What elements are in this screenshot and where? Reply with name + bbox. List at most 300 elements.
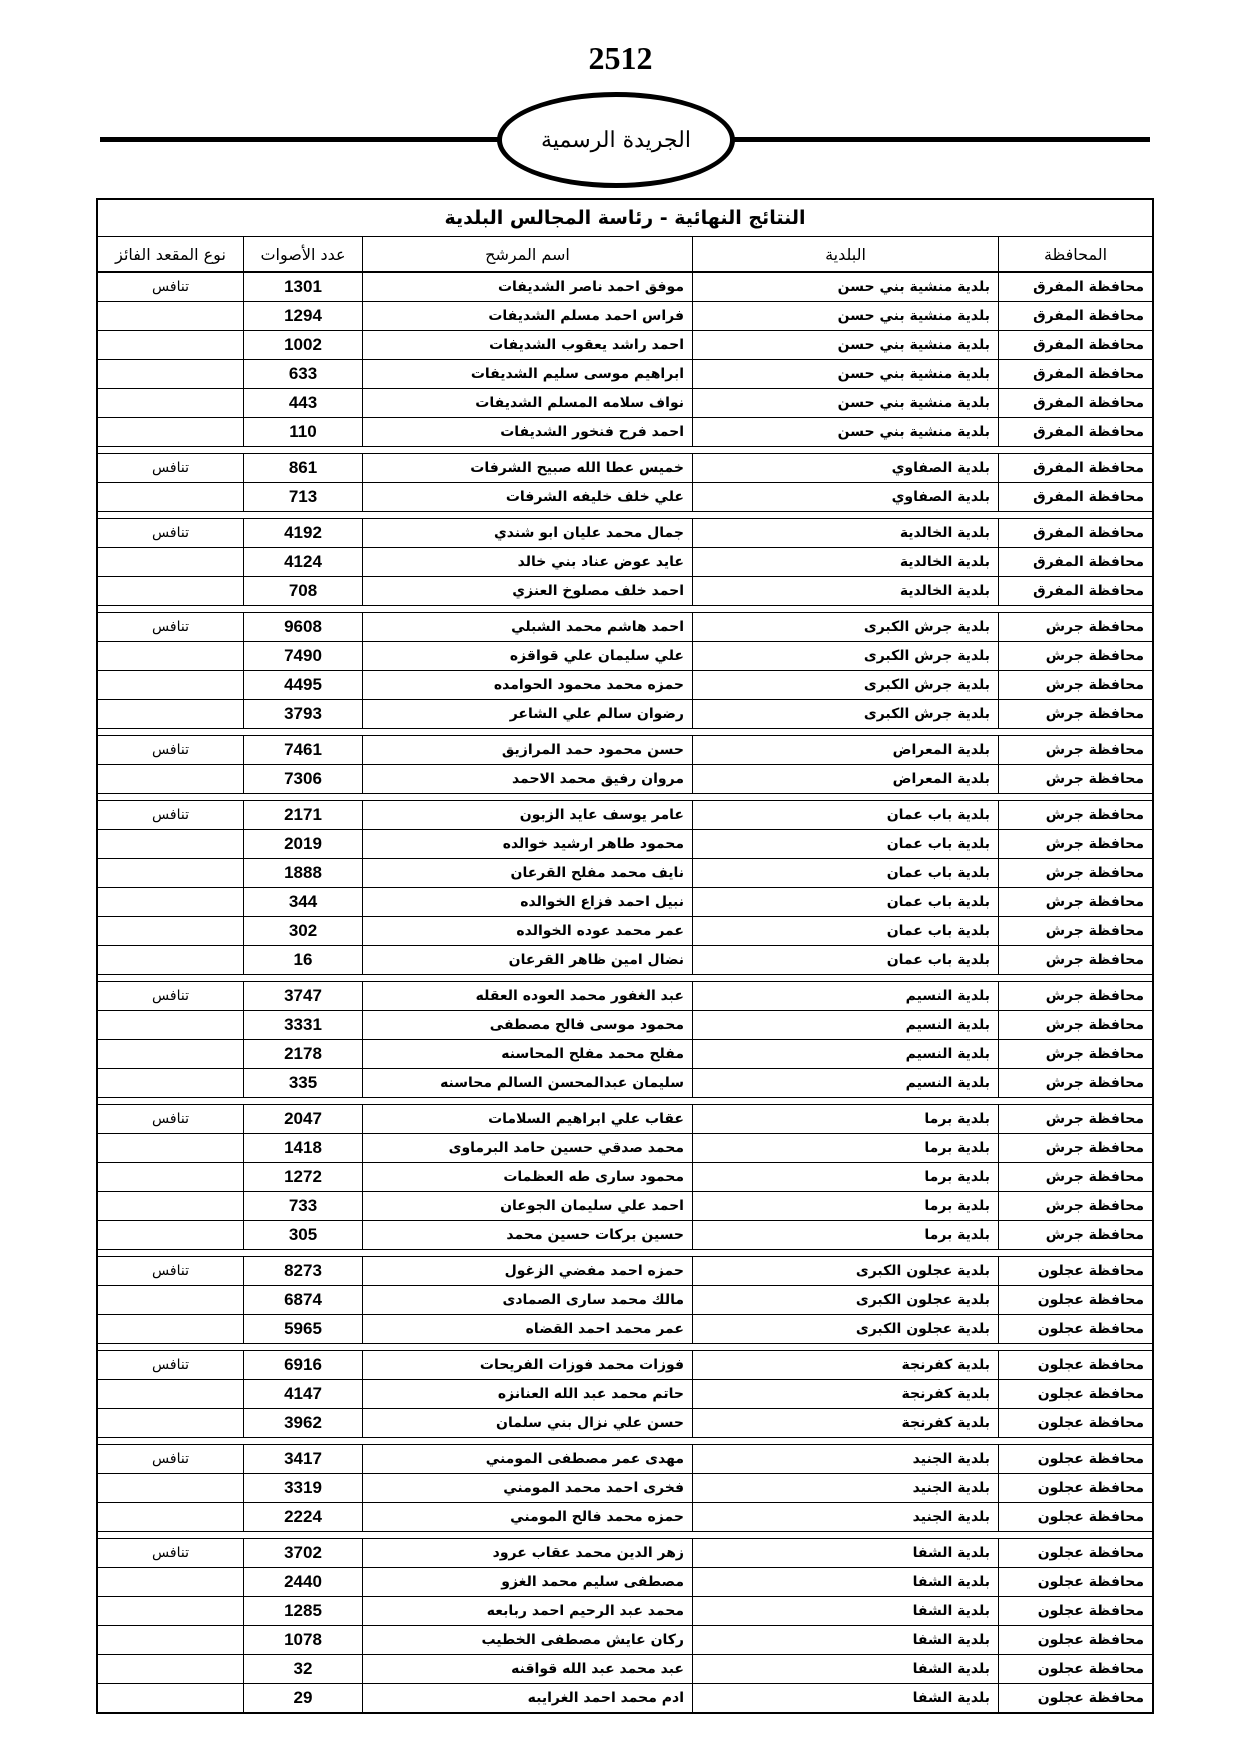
cell-governorate: محافظة المفرق [998, 519, 1152, 547]
cell-seat-type [98, 671, 243, 699]
cell-municipality: بلدية كفرنجة [692, 1409, 998, 1437]
cell-governorate: محافظة عجلون [998, 1597, 1152, 1625]
cell-candidate: عامر يوسف عايد الزبون [362, 801, 692, 829]
cell-municipality: بلدية الجنيد [692, 1445, 998, 1473]
header-votes: عدد الأصوات [243, 237, 362, 271]
cell-candidate: محمود طاهر ارشيد خوالده [362, 830, 692, 858]
cell-governorate: محافظة عجلون [998, 1474, 1152, 1502]
table-row [98, 1351, 1152, 1380]
cell-governorate: محافظة عجلون [998, 1539, 1152, 1567]
cell-municipality: بلدية الخالدية [692, 519, 998, 547]
cell-municipality: بلدية جرش الكبرى [692, 642, 998, 670]
cell-governorate: محافظة جرش [998, 946, 1152, 974]
cell-municipality: بلدية الشفا [692, 1568, 998, 1596]
cell-governorate: محافظة عجلون [998, 1286, 1152, 1314]
cell-candidate: عبد محمد عبد الله قواقنه [362, 1655, 692, 1683]
cell-seat-type [98, 360, 243, 388]
cell-governorate: محافظة المفرق [998, 302, 1152, 330]
cell-municipality: بلدية جرش الكبرى [692, 700, 998, 728]
cell-candidate: احمد هاشم محمد الشبلي [362, 613, 692, 641]
cell-municipality: بلدية باب عمان [692, 917, 998, 945]
cell-votes: 9608 [243, 613, 362, 641]
cell-candidate: محمد عبد الرحيم احمد ربابعه [362, 1597, 692, 1625]
header-governorate: المحافظة [998, 237, 1152, 271]
cell-seat-type [98, 1286, 243, 1314]
cell-governorate: محافظة المفرق [998, 360, 1152, 388]
cell-votes: 7306 [243, 765, 362, 793]
cell-municipality: بلدية منشية بني حسن [692, 360, 998, 388]
cell-municipality: بلدية منشية بني حسن [692, 331, 998, 359]
table-row [98, 1684, 1152, 1712]
table-row [98, 454, 1152, 483]
cell-municipality: بلدية برما [692, 1105, 998, 1133]
cell-municipality: بلدية المعراض [692, 765, 998, 793]
cell-votes: 1285 [243, 1597, 362, 1625]
cell-municipality: بلدية باب عمان [692, 801, 998, 829]
cell-votes: 6874 [243, 1286, 362, 1314]
cell-municipality: بلدية كفرنجة [692, 1380, 998, 1408]
cell-municipality: بلدية الخالدية [692, 577, 998, 605]
cell-municipality: بلدية منشية بني حسن [692, 389, 998, 417]
cell-candidate: موفق احمد ناصر الشديفات [362, 273, 692, 301]
cell-candidate: احمد خلف مصلوخ العنزي [362, 577, 692, 605]
cell-municipality: بلدية النسيم [692, 1011, 998, 1039]
cell-governorate: محافظة عجلون [998, 1445, 1152, 1473]
cell-seat-type: تنافس [152, 807, 189, 823]
table-row [98, 1192, 1152, 1221]
cell-seat-type: تنافس [152, 279, 189, 295]
cell-seat-type [98, 1069, 243, 1097]
header-rule-right [730, 137, 1150, 142]
cell-seat-type [98, 483, 243, 511]
table-row [98, 519, 1152, 548]
cell-seat-type: تنافس [152, 619, 189, 635]
table-row [98, 1568, 1152, 1597]
table-row [98, 1474, 1152, 1503]
cell-seat-type [98, 1011, 243, 1039]
cell-candidate: زهر الدين محمد عقاب عرود [362, 1539, 692, 1567]
municipality-group [98, 1256, 1152, 1344]
cell-seat-type [98, 1040, 243, 1068]
cell-seat-type [98, 1192, 243, 1220]
cell-seat-type [98, 1503, 243, 1531]
cell-votes: 2047 [243, 1105, 362, 1133]
cell-candidate: مالك محمد سارى الصمادى [362, 1286, 692, 1314]
cell-votes: 3962 [243, 1409, 362, 1437]
cell-votes: 1888 [243, 859, 362, 887]
cell-candidate: فخرى احمد محمد المومني [362, 1474, 692, 1502]
cell-municipality: بلدية جرش الكبرى [692, 671, 998, 699]
table-row [98, 1069, 1152, 1097]
table-row [98, 360, 1152, 389]
cell-votes: 7490 [243, 642, 362, 670]
cell-governorate: محافظة عجلون [998, 1315, 1152, 1343]
table-row [98, 671, 1152, 700]
cell-governorate: محافظة المفرق [998, 389, 1152, 417]
table-body [98, 273, 1152, 1712]
cell-votes: 305 [243, 1221, 362, 1249]
municipality-group [98, 1444, 1152, 1532]
table-row [98, 1286, 1152, 1315]
cell-seat-type [98, 1134, 243, 1162]
cell-municipality: بلدية الشفا [692, 1626, 998, 1654]
cell-votes: 3793 [243, 700, 362, 728]
cell-governorate: محافظة جرش [998, 700, 1152, 728]
cell-candidate: مصطفى سليم محمد الغزو [362, 1568, 692, 1596]
cell-municipality: بلدية النسيم [692, 1040, 998, 1068]
cell-governorate: محافظة المفرق [998, 548, 1152, 576]
cell-municipality: بلدية الشفا [692, 1655, 998, 1683]
cell-governorate: محافظة المفرق [998, 483, 1152, 511]
table-row [98, 1626, 1152, 1655]
cell-municipality: بلدية الصفاوي [692, 454, 998, 482]
cell-governorate: محافظة جرش [998, 1069, 1152, 1097]
municipality-group [98, 1350, 1152, 1438]
cell-votes: 1294 [243, 302, 362, 330]
table-row [98, 642, 1152, 671]
cell-candidate: ادم محمد احمد الغرايبه [362, 1684, 692, 1712]
cell-candidate: علي سليمان علي قواقزه [362, 642, 692, 670]
cell-governorate: محافظة عجلون [998, 1257, 1152, 1285]
cell-governorate: محافظة جرش [998, 1192, 1152, 1220]
table-row [98, 331, 1152, 360]
table-row [98, 613, 1152, 642]
cell-seat-type [98, 1380, 243, 1408]
cell-seat-type [98, 1597, 243, 1625]
cell-municipality: بلدية عجلون الكبرى [692, 1315, 998, 1343]
table-row [98, 946, 1152, 974]
cell-votes: 5965 [243, 1315, 362, 1343]
journal-name-oval [497, 92, 735, 188]
cell-municipality: بلدية باب عمان [692, 830, 998, 858]
header-municipality: البلدية [692, 237, 998, 271]
journal-name: الجريدة الرسمية [541, 127, 691, 153]
cell-municipality: بلدية برما [692, 1163, 998, 1191]
cell-candidate: عقاب علي ابراهيم السلامات [362, 1105, 692, 1133]
municipality-group [98, 1104, 1152, 1250]
cell-municipality: بلدية المعراض [692, 736, 998, 764]
cell-votes: 733 [243, 1192, 362, 1220]
cell-seat-type: تنافس [152, 1263, 189, 1279]
cell-seat-type [98, 1163, 243, 1191]
cell-governorate: محافظة المفرق [998, 577, 1152, 605]
cell-seat-type [98, 917, 243, 945]
table-row [98, 1380, 1152, 1409]
cell-candidate: سليمان عبدالمحسن السالم محاسنه [362, 1069, 692, 1097]
cell-seat-type: تنافس [152, 460, 189, 476]
municipality-group [98, 612, 1152, 729]
municipality-group [98, 518, 1152, 606]
table-row [98, 1655, 1152, 1684]
cell-votes: 4495 [243, 671, 362, 699]
cell-votes: 302 [243, 917, 362, 945]
cell-candidate: عمر محمد احمد القضاه [362, 1315, 692, 1343]
table-row [98, 1445, 1152, 1474]
cell-municipality: بلدية النسيم [692, 1069, 998, 1097]
cell-seat-type: تنافس [152, 742, 189, 758]
cell-votes: 3702 [243, 1539, 362, 1567]
cell-votes: 344 [243, 888, 362, 916]
table-row [98, 917, 1152, 946]
cell-candidate: مروان رفيق محمد الاحمد [362, 765, 692, 793]
cell-governorate: محافظة عجلون [998, 1380, 1152, 1408]
cell-votes: 4192 [243, 519, 362, 547]
header-candidate: اسم المرشح [362, 237, 692, 271]
table-row [98, 1011, 1152, 1040]
cell-candidate: احمد راشد يعقوب الشديفات [362, 331, 692, 359]
cell-governorate: محافظة جرش [998, 859, 1152, 887]
cell-governorate: محافظة المفرق [998, 331, 1152, 359]
municipality-group [98, 1538, 1152, 1712]
table-row [98, 1597, 1152, 1626]
cell-seat-type [98, 389, 243, 417]
table-row [98, 1257, 1152, 1286]
cell-votes: 29 [243, 1684, 362, 1712]
cell-governorate: محافظة عجلون [998, 1568, 1152, 1596]
cell-governorate: محافظة جرش [998, 888, 1152, 916]
municipality-group [98, 800, 1152, 975]
municipality-group [98, 273, 1152, 447]
cell-candidate: ركان عايش مصطفى الخطيب [362, 1626, 692, 1654]
table-row [98, 273, 1152, 302]
cell-votes: 8273 [243, 1257, 362, 1285]
cell-votes: 1272 [243, 1163, 362, 1191]
cell-candidate: فوزات محمد فوزات الفريحات [362, 1351, 692, 1379]
cell-votes: 2178 [243, 1040, 362, 1068]
cell-governorate: محافظة جرش [998, 736, 1152, 764]
cell-seat-type [98, 1315, 243, 1343]
table-row [98, 1315, 1152, 1343]
table-row [98, 1134, 1152, 1163]
cell-governorate: محافظة جرش [998, 917, 1152, 945]
cell-votes: 2440 [243, 1568, 362, 1596]
cell-seat-type [98, 946, 243, 974]
cell-municipality: بلدية منشية بني حسن [692, 302, 998, 330]
cell-votes: 335 [243, 1069, 362, 1097]
cell-seat-type: تنافس [152, 1545, 189, 1561]
cell-candidate: نواف سلامه المسلم الشديفات [362, 389, 692, 417]
cell-votes: 4147 [243, 1380, 362, 1408]
cell-seat-type [98, 331, 243, 359]
cell-seat-type: تنافس [152, 1357, 189, 1373]
cell-candidate: عمر محمد عوده الخوالده [362, 917, 692, 945]
cell-votes: 3331 [243, 1011, 362, 1039]
cell-candidate: حمزه احمد مفضي الزغول [362, 1257, 692, 1285]
cell-candidate: خميس عطا الله صبيح الشرفات [362, 454, 692, 482]
cell-seat-type [98, 830, 243, 858]
cell-seat-type [98, 548, 243, 576]
cell-municipality: بلدية الشفا [692, 1597, 998, 1625]
cell-votes: 4124 [243, 548, 362, 576]
cell-seat-type [98, 1221, 243, 1249]
cell-municipality: بلدية برما [692, 1192, 998, 1220]
cell-municipality: بلدية الجنيد [692, 1474, 998, 1502]
cell-candidate: محمود موسى فالح مصطفى [362, 1011, 692, 1039]
cell-votes: 110 [243, 418, 362, 446]
cell-governorate: محافظة جرش [998, 1221, 1152, 1249]
table-row [98, 418, 1152, 446]
results-table [96, 198, 1154, 1714]
table-row [98, 765, 1152, 793]
cell-candidate: احمد فرح فنخور الشديفات [362, 418, 692, 446]
cell-municipality: بلدية منشية بني حسن [692, 418, 998, 446]
cell-seat-type: تنافس [152, 525, 189, 541]
cell-votes: 7461 [243, 736, 362, 764]
cell-governorate: محافظة جرش [998, 1040, 1152, 1068]
table-row [98, 1163, 1152, 1192]
cell-votes: 1002 [243, 331, 362, 359]
table-row [98, 483, 1152, 511]
cell-seat-type [98, 1684, 243, 1712]
cell-governorate: محافظة جرش [998, 1163, 1152, 1191]
header-seat-type: نوع المقعد الفائز [115, 244, 226, 264]
table-row [98, 1409, 1152, 1437]
cell-municipality: بلدية باب عمان [692, 859, 998, 887]
cell-municipality: بلدية جرش الكبرى [692, 613, 998, 641]
cell-candidate: احمد علي سليمان الجوعان [362, 1192, 692, 1220]
cell-votes: 6916 [243, 1351, 362, 1379]
cell-candidate: مهدى عمر مصطفى المومني [362, 1445, 692, 1473]
cell-seat-type [98, 642, 243, 670]
cell-municipality: بلدية كفرنجة [692, 1351, 998, 1379]
cell-seat-type [98, 1474, 243, 1502]
cell-votes: 2224 [243, 1503, 362, 1531]
cell-candidate: حاتم محمد عبد الله العنانزه [362, 1380, 692, 1408]
cell-votes: 633 [243, 360, 362, 388]
cell-votes: 2171 [243, 801, 362, 829]
table-row [98, 1221, 1152, 1249]
cell-governorate: محافظة المفرق [998, 454, 1152, 482]
cell-seat-type: تنافس [152, 988, 189, 1004]
cell-governorate: محافظة جرش [998, 982, 1152, 1010]
cell-municipality: بلدية النسيم [692, 982, 998, 1010]
cell-candidate: ابراهيم موسى سليم الشديفات [362, 360, 692, 388]
cell-governorate: محافظة جرش [998, 801, 1152, 829]
cell-municipality: بلدية برما [692, 1134, 998, 1162]
cell-votes: 1078 [243, 1626, 362, 1654]
cell-municipality: بلدية الخالدية [692, 548, 998, 576]
table-row [98, 548, 1152, 577]
cell-votes: 3319 [243, 1474, 362, 1502]
municipality-group [98, 453, 1152, 512]
cell-municipality: بلدية الجنيد [692, 1503, 998, 1531]
cell-municipality: بلدية باب عمان [692, 946, 998, 974]
cell-governorate: محافظة جرش [998, 765, 1152, 793]
cell-seat-type: تنافس [152, 1111, 189, 1127]
table-row [98, 577, 1152, 605]
cell-governorate: محافظة جرش [998, 671, 1152, 699]
cell-governorate: محافظة جرش [998, 830, 1152, 858]
table-row [98, 1503, 1152, 1531]
cell-governorate: محافظة عجلون [998, 1626, 1152, 1654]
table-row [98, 1105, 1152, 1134]
cell-votes: 3417 [243, 1445, 362, 1473]
cell-candidate: حسين بركات حسين محمد [362, 1221, 692, 1249]
header-rule-left [100, 137, 500, 142]
cell-municipality: بلدية باب عمان [692, 888, 998, 916]
cell-candidate: محمد صدقي حسين حامد البرماوى [362, 1134, 692, 1162]
cell-votes: 16 [243, 946, 362, 974]
cell-municipality: بلدية برما [692, 1221, 998, 1249]
table-row [98, 389, 1152, 418]
cell-municipality: بلدية الشفا [692, 1684, 998, 1712]
cell-governorate: محافظة جرش [998, 1105, 1152, 1133]
cell-candidate: محمود سارى طه العظمات [362, 1163, 692, 1191]
cell-candidate: حمزه محمد محمود الحوامده [362, 671, 692, 699]
cell-seat-type [98, 700, 243, 728]
cell-seat-type [98, 1409, 243, 1437]
cell-governorate: محافظة جرش [998, 642, 1152, 670]
page-number: 2512 [588, 40, 653, 76]
cell-votes: 861 [243, 454, 362, 482]
cell-candidate: نبيل احمد فزاع الخوالده [362, 888, 692, 916]
cell-candidate: رضوان سالم علي الشاعر [362, 700, 692, 728]
table-row [98, 982, 1152, 1011]
table-row [98, 302, 1152, 331]
cell-seat-type [98, 859, 243, 887]
cell-candidate: نايف محمد مفلح القرعان [362, 859, 692, 887]
table-row [98, 700, 1152, 728]
table-row [98, 859, 1152, 888]
cell-votes: 32 [243, 1655, 362, 1683]
cell-candidate: علي خلف خليفه الشرفات [362, 483, 692, 511]
cell-candidate: نضال امين ظاهر القرعان [362, 946, 692, 974]
cell-votes: 708 [243, 577, 362, 605]
table-row [98, 1040, 1152, 1069]
cell-candidate: حسن محمود حمد المرازيق [362, 736, 692, 764]
cell-votes: 1418 [243, 1134, 362, 1162]
cell-municipality: بلدية الشفا [692, 1539, 998, 1567]
table-row [98, 888, 1152, 917]
cell-governorate: محافظة المفرق [998, 418, 1152, 446]
cell-seat-type [98, 577, 243, 605]
cell-votes: 713 [243, 483, 362, 511]
municipality-group [98, 981, 1152, 1098]
cell-candidate: مفلح محمد مفلح المحاسنه [362, 1040, 692, 1068]
cell-governorate: محافظة عجلون [998, 1351, 1152, 1379]
cell-governorate: محافظة المفرق [998, 273, 1152, 301]
cell-candidate: جمال محمد عليان ابو شندي [362, 519, 692, 547]
cell-votes: 1301 [243, 273, 362, 301]
cell-candidate: عبد الغفور محمد العوده العقله [362, 982, 692, 1010]
table-row [98, 736, 1152, 765]
cell-municipality: بلدية منشية بني حسن [692, 273, 998, 301]
table-header-row [98, 237, 1152, 273]
table-title: النتائج النهائية - رئاسة المجالس البلدية [98, 200, 1152, 237]
cell-seat-type [98, 1626, 243, 1654]
cell-seat-type: تنافس [152, 1451, 189, 1467]
cell-seat-type [98, 418, 243, 446]
cell-seat-type [98, 888, 243, 916]
municipality-group [98, 735, 1152, 794]
cell-municipality: بلدية عجلون الكبرى [692, 1257, 998, 1285]
cell-seat-type [98, 765, 243, 793]
cell-candidate: حسن علي نزال بني سلمان [362, 1409, 692, 1437]
cell-votes: 2019 [243, 830, 362, 858]
cell-votes: 3747 [243, 982, 362, 1010]
cell-seat-type [98, 1568, 243, 1596]
cell-governorate: محافظة عجلون [998, 1655, 1152, 1683]
table-row [98, 801, 1152, 830]
cell-seat-type [98, 302, 243, 330]
cell-candidate: عايد عوض عناد بني خالد [362, 548, 692, 576]
cell-municipality: بلدية عجلون الكبرى [692, 1286, 998, 1314]
cell-governorate: محافظة عجلون [998, 1684, 1152, 1712]
cell-governorate: محافظة جرش [998, 1011, 1152, 1039]
cell-municipality: بلدية الصفاوي [692, 483, 998, 511]
cell-candidate: فراس احمد مسلم الشديفات [362, 302, 692, 330]
cell-candidate: حمزه محمد فالح المومني [362, 1503, 692, 1531]
